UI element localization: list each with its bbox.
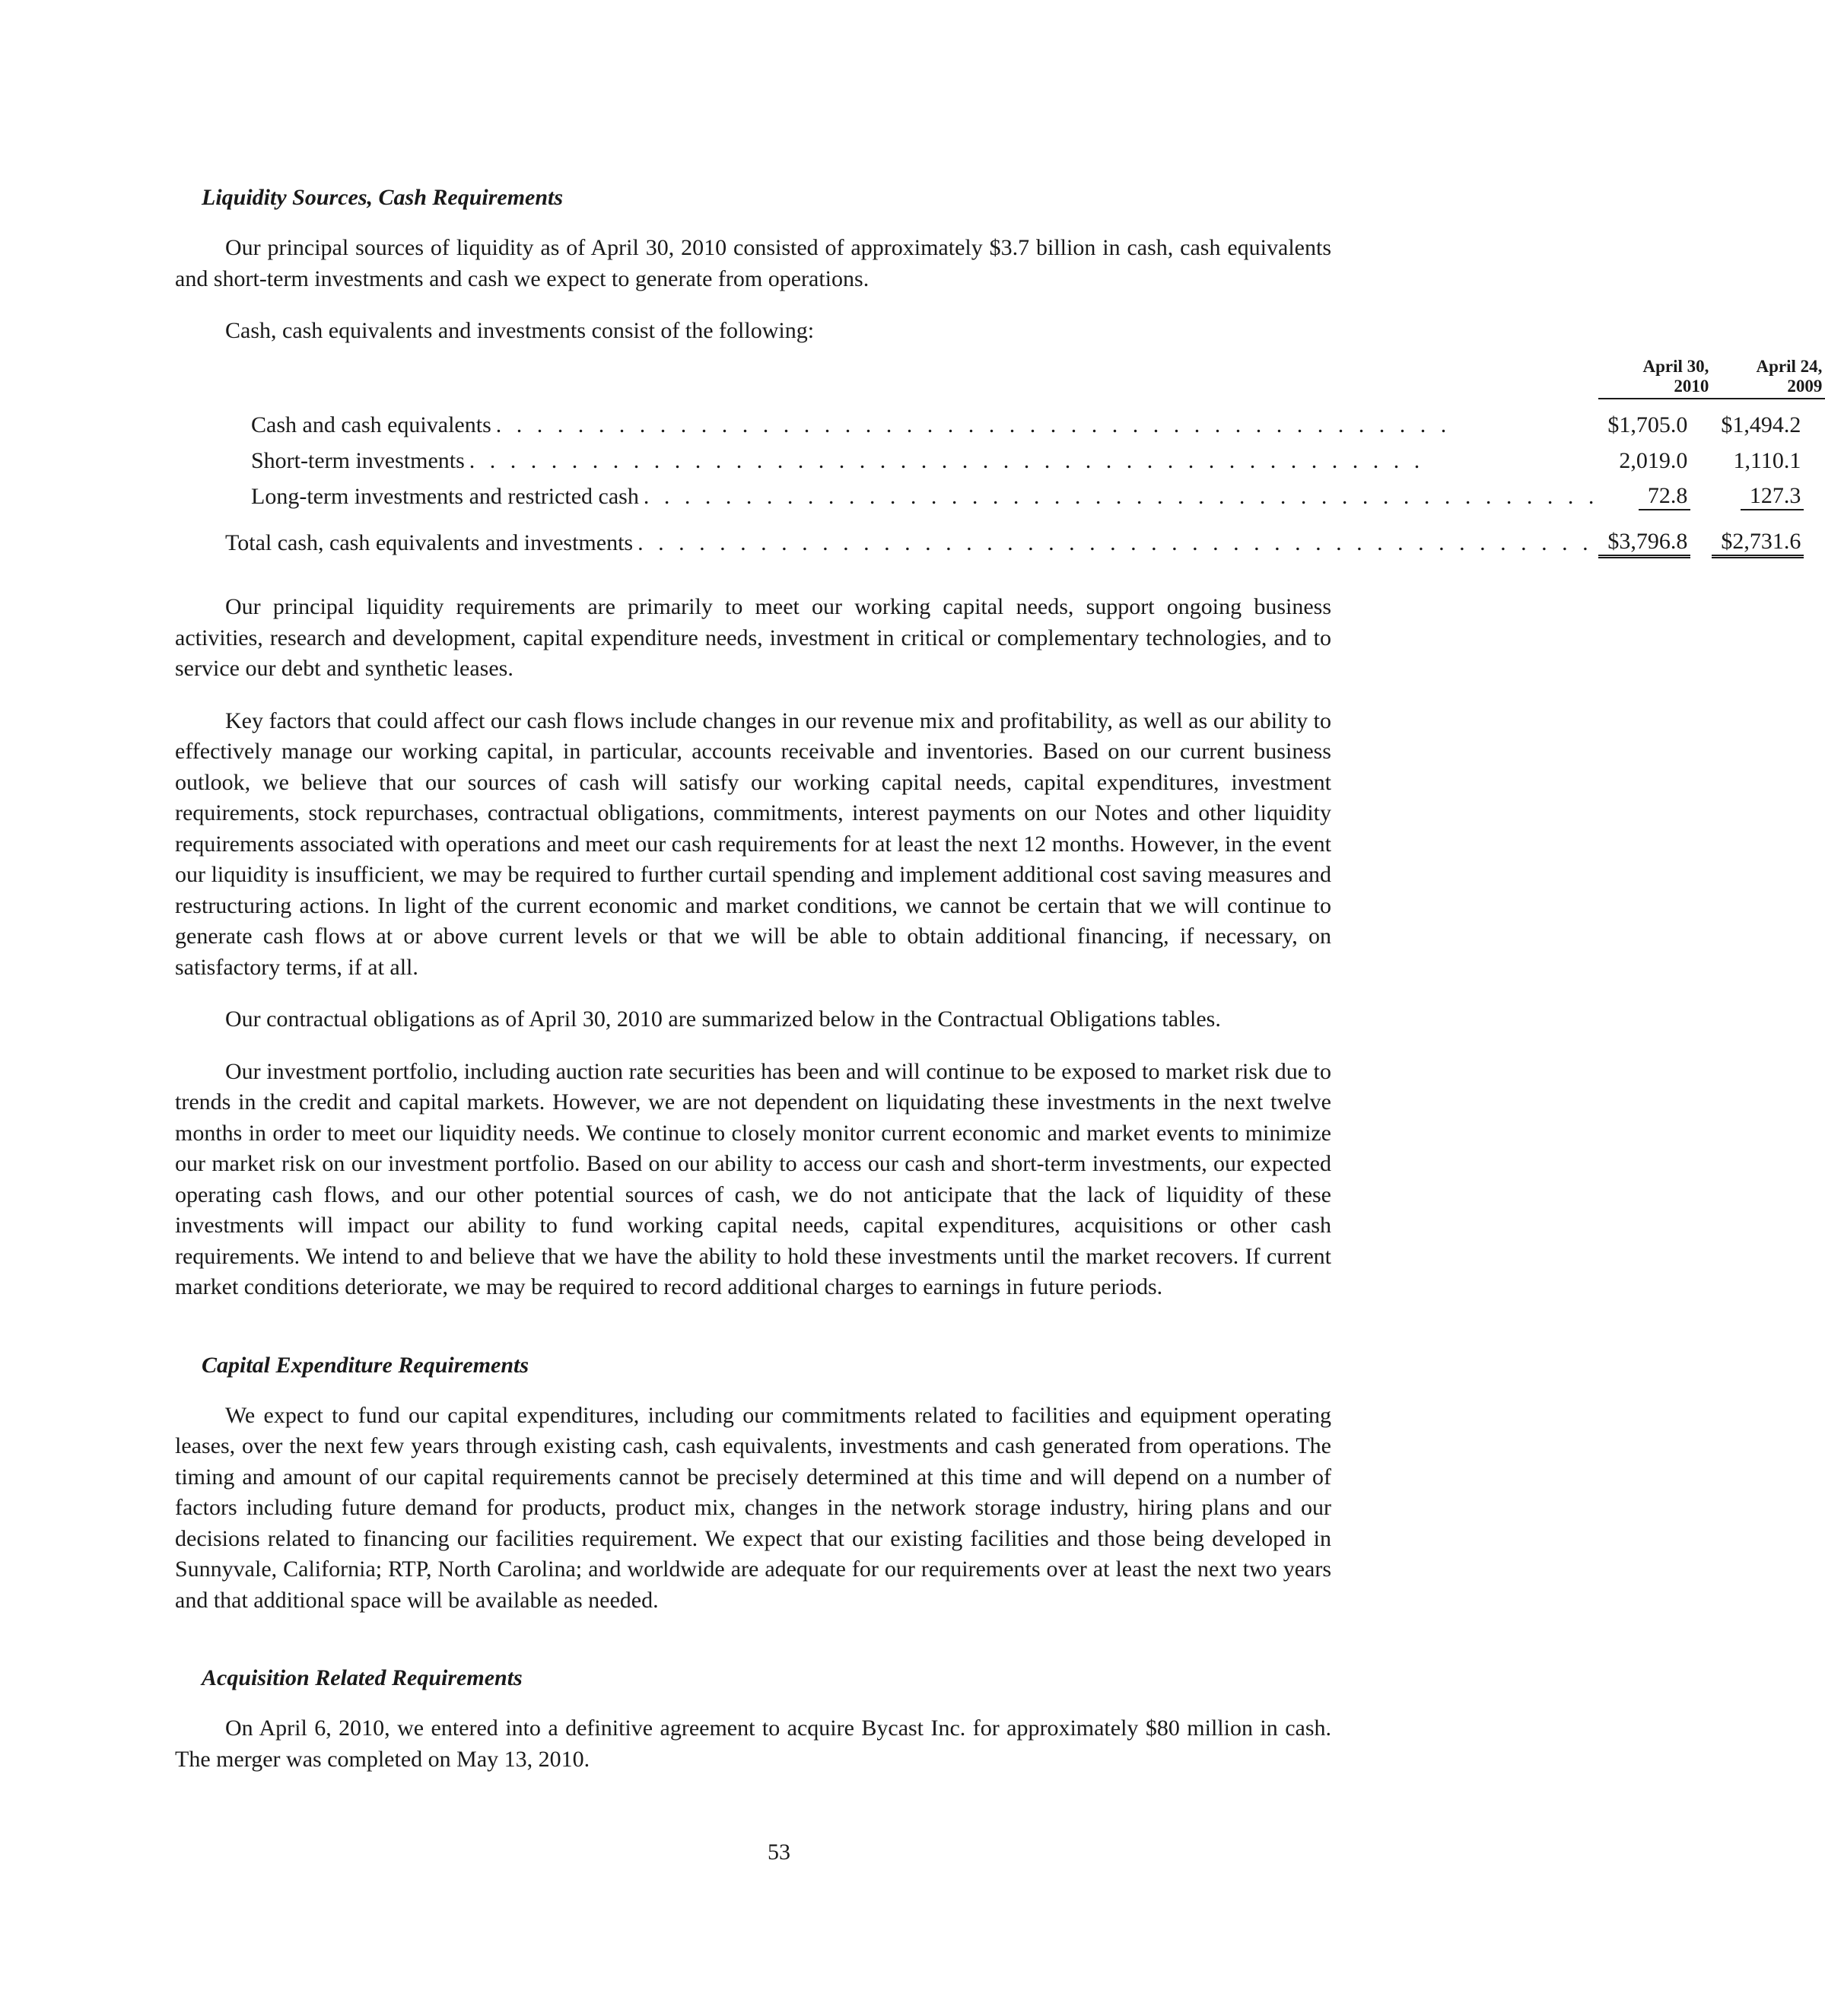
total-label: Total cash, cash equivalents and investments xyxy=(225,530,634,555)
row-value-2009: $1,494.2 xyxy=(1721,412,1801,437)
dot-leader: . . . . . . . . . . . . . . . . . . . . . . . . . . . . . . . . . . . . . . . . . . . . . . . xyxy=(495,412,1451,437)
row-value-2009: 1,110.1 xyxy=(1733,447,1801,473)
dot-leader: . . . . . . . . . . . . . . . . . . . . . . . . . . . . . . . . . . . . . . . . . . . . . . . xyxy=(469,447,1425,473)
row-value-2010: $1,705.0 xyxy=(1607,412,1688,437)
paragraph-capex: We expect to fund our capital expenditures, including our commitments related to facilities and equipment operating leases, over the next few years through existing cash, cash equivalents, investments and cash generated from operations. The timing and amount of our capital requirements cannot be precisely determined at this time and will depend on a number of factors including future demand for products, product mix, changes in the network storage industry, hiring plans and our decisions related to financing our facilities requirement. We expect that our existing facilities and those being developed in Sunnyvale, California; RTP, North Carolina; and worldwide are adequate for our requirements over at least the next two years and that additional space will be available as needed. xyxy=(175,1402,1331,1613)
paragraph-key-factors: Key factors that could affect our cash flows include changes in our revenue mix and profitability, as well as our ability to effectively manage our working capital, in particular, accounts receivable and inventories. Based on our current business outlook, we believe that our sources of cash will satisfy our working capital needs, capital expenditures, investment requirements, stock repurchases, contractual obligations, commitments, interest payments on our Notes and other liquidity requirements associated with operations and meet our cash requirements for at least the next 12 months. However, in the event our liquidity is insufficient, we may be required to further curtail spending and implement additional cost saving measures and restructuring actions. In light of the current economic and market conditions, we cannot be certain that we will continue to generate cash flows at or above current levels or that we will be able to obtain additional financing, if necessary, on satisfactory terms, if at all. xyxy=(175,708,1331,980)
document-page xyxy=(175,183,1823,1796)
row-label: Short-term investments xyxy=(251,447,465,473)
col1-label: April 30, 2010 xyxy=(1598,357,1712,399)
table-total-row xyxy=(225,514,1825,566)
paragraph-acquisition: On April 6, 2010, we entered into a definitive agreement to acquire Bycast Inc. for approximately $80 million in cash. The merger was completed on May 13, 2010. xyxy=(175,1716,1331,1772)
table-row xyxy=(225,479,1825,514)
total-value-2009: $2,731.6 xyxy=(1712,529,1804,558)
col2-label: April 24, 2009 xyxy=(1712,357,1825,399)
table-intro-text: Cash, cash equivalents and investments consist of the following: xyxy=(225,318,815,343)
paragraph-contractual-obligations: Our contractual obligations as of April 30, 2010 are summarized below in the Contractual Obligations tables. xyxy=(225,1006,1221,1032)
section-heading-acquisition: Acquisition Related Requirements xyxy=(202,1665,523,1690)
row-value-2010: 72.8 xyxy=(1639,483,1691,510)
table-header-blank xyxy=(225,357,1598,407)
table-row xyxy=(225,407,1825,443)
row-value-2010: 2,019.0 xyxy=(1619,447,1688,473)
dot-leader: . . . . . . . . . . . . . . . . . . . . . . . . . . . . . . . . . . . . . . . . . . . . . . . xyxy=(637,530,1593,555)
paragraph-liquidity-sources: Our principal sources of liquidity as of April 30, 2010 consisted of approximately $3.7 billion in cash, cash equivalents and short-term investments and cash we expect to generate from operations. xyxy=(175,235,1331,291)
table-header-row xyxy=(225,357,1825,407)
table-header-col1 xyxy=(1598,357,1712,407)
page-number: 53 xyxy=(768,1840,790,1865)
paragraph-liquidity-requirements: Our principal liquidity requirements are primarily to meet our working capital needs, support ongoing business activities, research and development, capital expenditure needs, investment in critical or complementary technologies, and to service our debt and synthetic leases. xyxy=(175,594,1331,681)
dot-leader: . . . . . . . . . . . . . . . . . . . . . . . . . . . . . . . . . . . . . . . . . . . . . . . xyxy=(643,483,1599,509)
table-row xyxy=(225,443,1825,479)
row-label: Long-term investments and restricted cash xyxy=(251,483,639,509)
table-header-col2 xyxy=(1712,357,1825,407)
row-label: Cash and cash equivalents xyxy=(251,412,491,437)
paragraph-investment-portfolio: Our investment portfolio, including auction rate securities has been and will continue to be exposed to market risk due to trends in the credit and capital markets. However, we are not dependent on liquidating these investments in the next twelve months in order to meet our liquidity needs. We continue to closely monitor current economic and market events to minimize our market risk on our investment portfolio. Based on our ability to access our cash and short-term investments, our expected operating cash flows, and our other potential sources of cash, we do not anticipate that the lack of liquidity of these investments will impact our ability to fund working capital needs, capital expenditures, acquisitions or other cash requirements. We intend to and believe that we have the ability to hold these investments until the market recovers. If current market conditions deteriorate, we may be required to record additional charges to earnings in future periods. xyxy=(175,1058,1331,1299)
section-heading-liquidity: Liquidity Sources, Cash Requirements xyxy=(202,185,564,210)
cash-investments-table xyxy=(225,357,1825,566)
total-value-2010: $3,796.8 xyxy=(1598,529,1690,558)
row-value-2009: 127.3 xyxy=(1741,483,1804,510)
section-heading-capex: Capital Expenditure Requirements xyxy=(202,1352,529,1378)
